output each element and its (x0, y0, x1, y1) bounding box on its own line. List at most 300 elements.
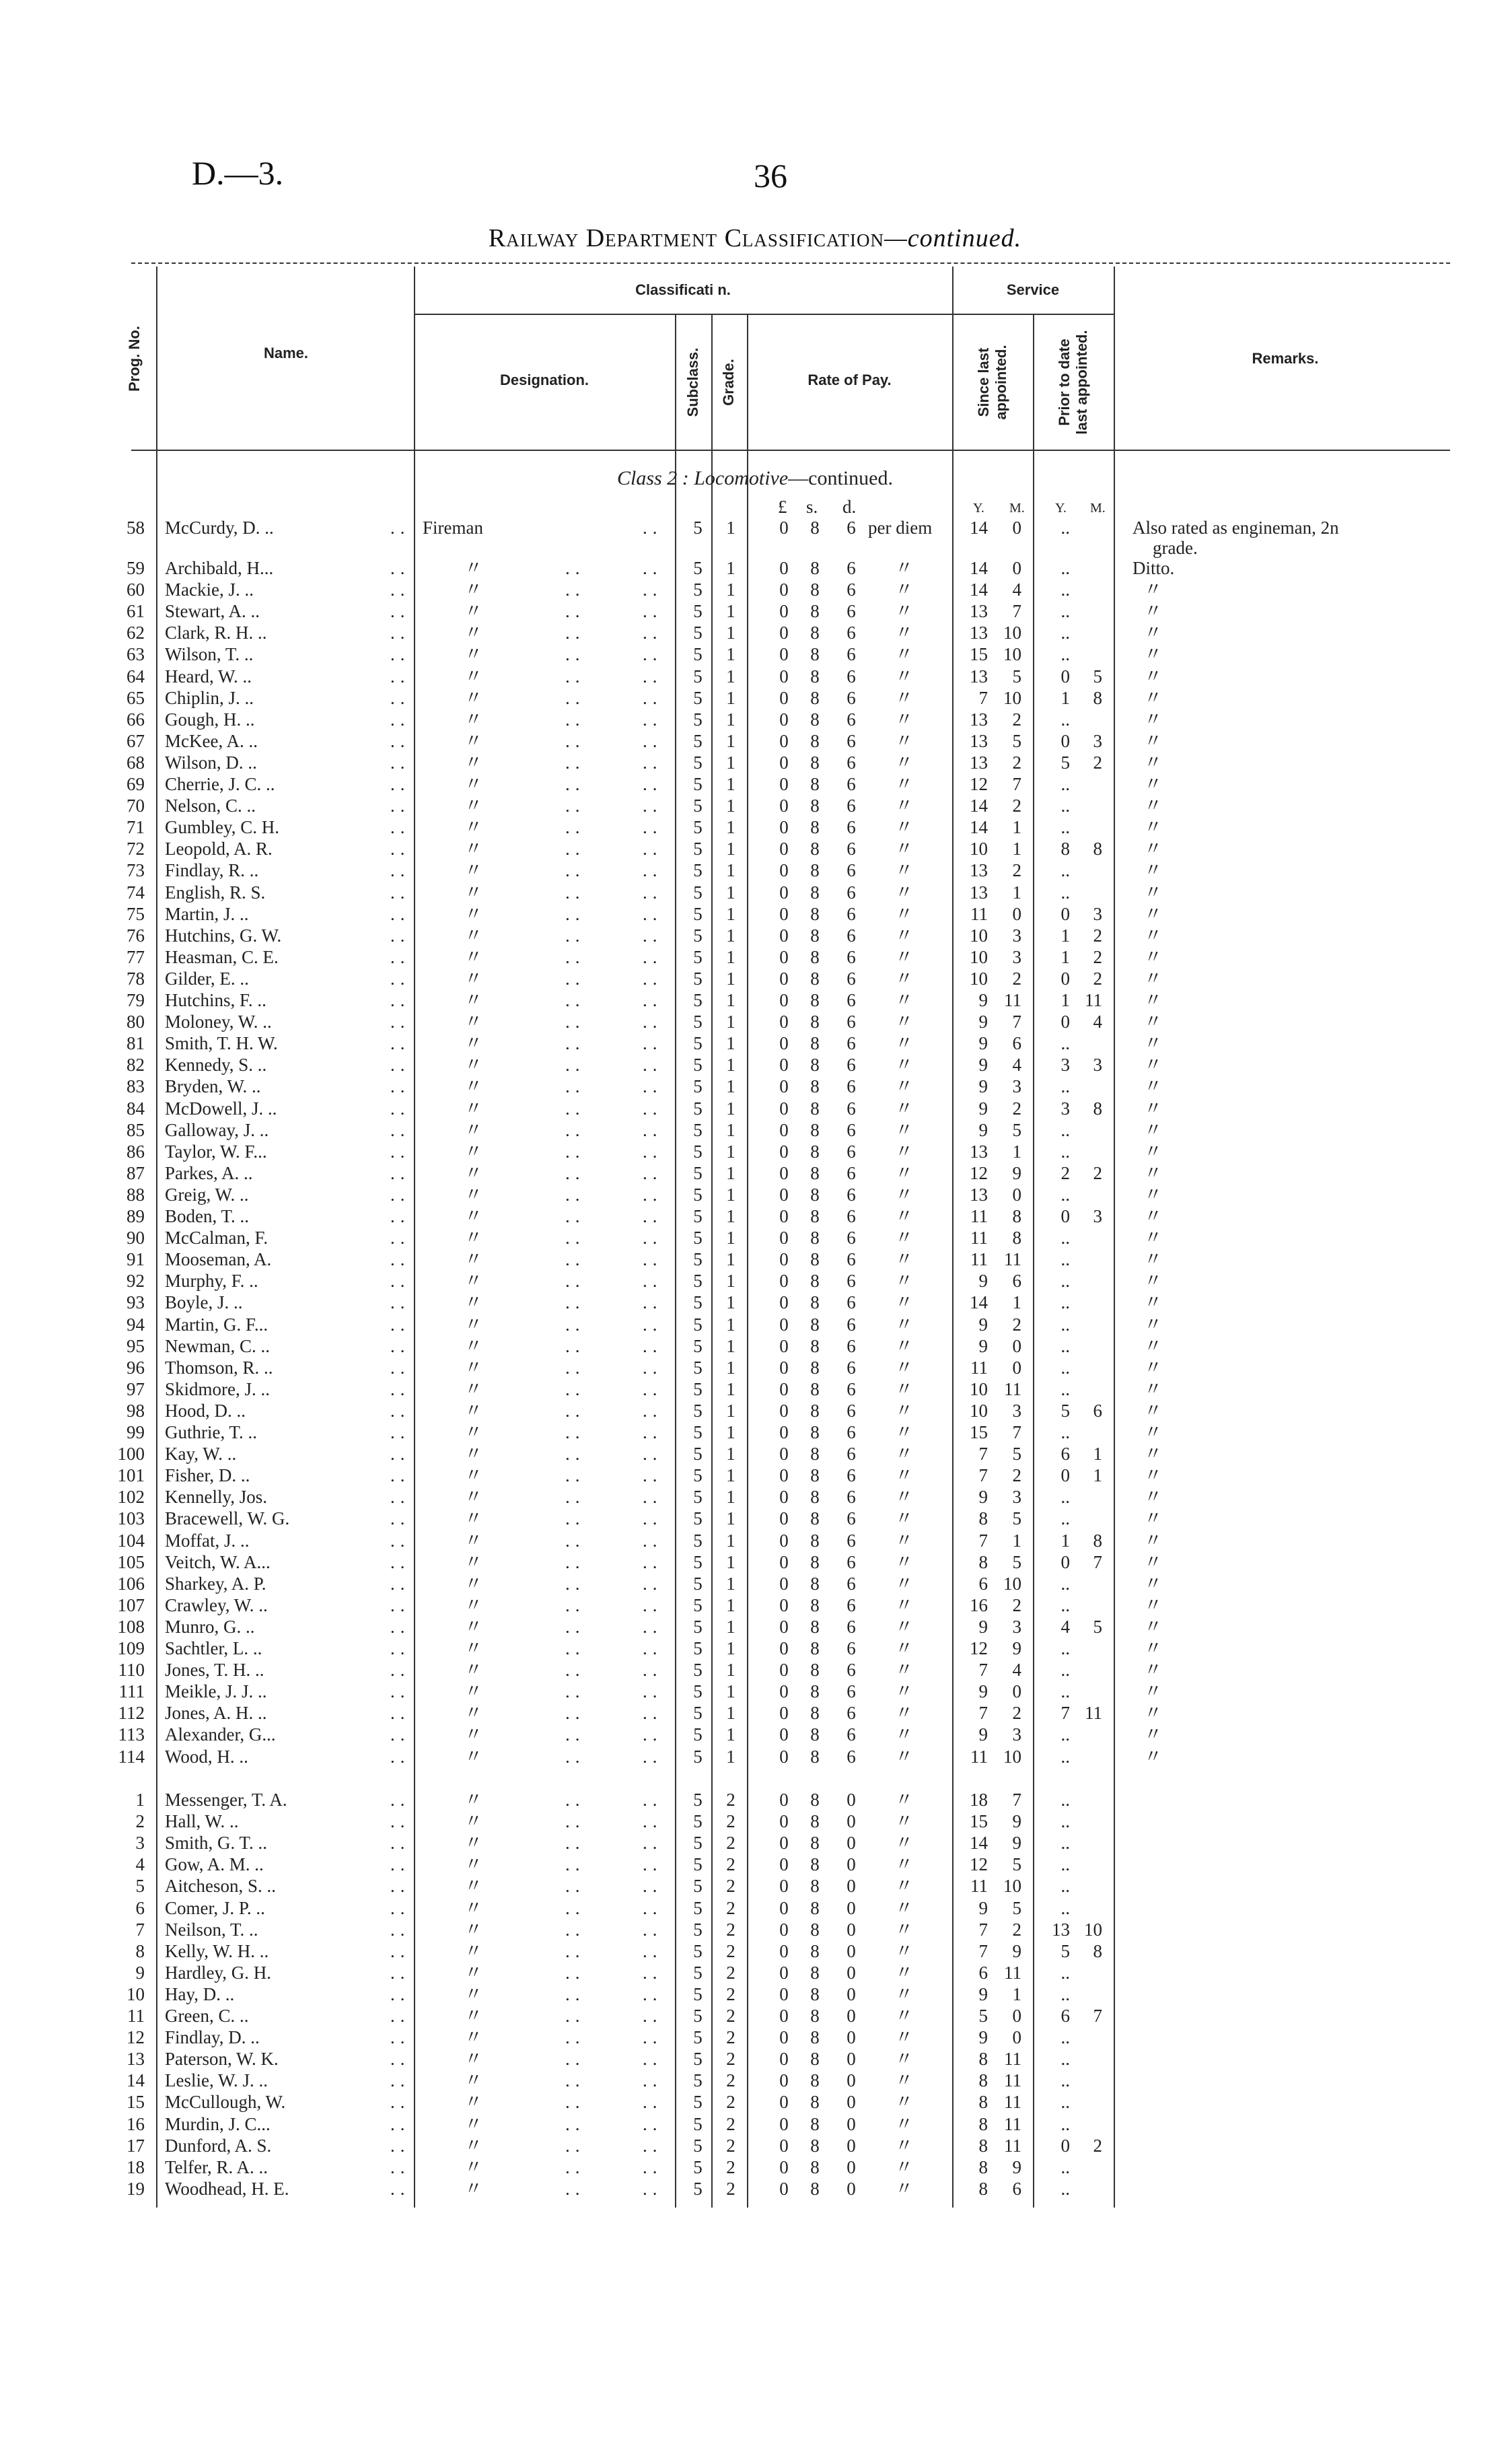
pay-pounds: 0 (779, 601, 789, 622)
since-years: 11 (970, 1357, 988, 1378)
since-years: 14 (970, 1292, 988, 1313)
leader-dots: .. (390, 2070, 410, 2091)
leader-dots: .. (565, 1206, 585, 1226)
employee-name: Gumbley, C. H. (165, 817, 279, 838)
designation-ditto: 〃 (464, 644, 482, 665)
table-row (0, 2178, 1510, 2199)
remarks-ditto: 〃 (1144, 1206, 1162, 1226)
subclass: 5 (693, 644, 703, 665)
leader-dots: .. (565, 903, 585, 924)
prior-years: .. (1060, 774, 1070, 794)
pay-ditto: 〃 (895, 687, 913, 708)
remarks-ditto: 〃 (1144, 1141, 1162, 1162)
leader-dots: .. (565, 1314, 585, 1335)
remarks-ditto: 〃 (1144, 1228, 1162, 1248)
leader-dots: .. (390, 1487, 410, 1508)
employee-name: Guthrie, T. .. (165, 1422, 257, 1442)
remarks-ditto: 〃 (1144, 1184, 1162, 1205)
table-row (0, 643, 1510, 665)
leader-dots: .. (390, 860, 410, 881)
designation-ditto: 〃 (464, 1876, 482, 1897)
pay-shillings: 8 (810, 1876, 820, 1897)
prior-months: 2 (1093, 1162, 1102, 1183)
pay-pounds: 0 (779, 968, 789, 989)
leader-dots: .. (565, 623, 585, 643)
pay-shillings: 8 (810, 1249, 820, 1270)
pay-pence: 6 (847, 1228, 856, 1248)
pay-pence: 6 (847, 1681, 856, 1702)
pay-pence: 6 (847, 1724, 856, 1745)
grade: 1 (726, 1184, 735, 1205)
designation-ditto: 〃 (464, 2135, 482, 2156)
since-months: 0 (1012, 1335, 1021, 1356)
prog-number: 97 (127, 1378, 145, 1399)
leader-dots: .. (390, 1983, 410, 2004)
pay-pounds: 0 (779, 623, 789, 643)
remarks-ditto: 〃 (1144, 1551, 1162, 1572)
table-row (0, 1940, 1510, 1962)
pay-ditto: 〃 (895, 2049, 913, 2070)
table-row (0, 1335, 1510, 1357)
pay-ditto: 〃 (895, 2113, 913, 2134)
table-row (0, 1184, 1510, 1205)
pay-shillings: 8 (810, 1357, 820, 1378)
pay-pence: 6 (847, 1033, 856, 1054)
prior-years: .. (1060, 2178, 1070, 2199)
pay-shillings: 8 (810, 1228, 820, 1248)
prior-years: .. (1060, 518, 1070, 538)
pay-pounds: 0 (779, 1508, 789, 1529)
pay-pounds: 0 (779, 1119, 789, 1140)
leader-dots: .. (565, 1573, 585, 1594)
employee-name: Comer, J. P. .. (165, 1897, 265, 1918)
pay-shillings: 8 (810, 1162, 820, 1183)
designation-ditto: 〃 (464, 1098, 482, 1119)
table-row (0, 2027, 1510, 2048)
pay-shillings: 8 (810, 1594, 820, 1615)
pay-shillings: 8 (810, 1724, 820, 1745)
prior-years: .. (1060, 1573, 1070, 1594)
leader-dots: .. (565, 1508, 585, 1529)
grade: 1 (726, 1422, 735, 1442)
prior-months: 2 (1093, 2135, 1102, 2156)
since-months: 2 (1012, 1594, 1021, 1615)
pay-ditto: 〃 (895, 1811, 913, 1832)
designation-ditto: 〃 (464, 1940, 482, 1961)
prior-months: 8 (1093, 1530, 1102, 1551)
employee-name: Thomson, R. .. (165, 1357, 273, 1378)
subclass: 5 (693, 1616, 703, 1637)
subclass: 5 (693, 1400, 703, 1421)
employee-name: Hardley, G. H. (165, 1962, 271, 1983)
since-months: 3 (1012, 925, 1021, 946)
pay-pounds: 0 (779, 1098, 789, 1119)
pay-pounds: 0 (779, 1833, 789, 1854)
leader-dots: .. (565, 774, 585, 794)
pay-pounds: 0 (779, 1746, 789, 1767)
subclass: 5 (693, 1919, 703, 1940)
leader-dots: .. (390, 1335, 410, 1356)
leader-dots: .. (565, 1983, 585, 2004)
prior-months: 3 (1093, 730, 1102, 751)
remarks-ditto: 〃 (1144, 925, 1162, 946)
pay-ditto: 〃 (895, 1076, 913, 1097)
subclass: 5 (693, 1703, 703, 1724)
table-row (0, 816, 1510, 838)
remarks-ditto: 〃 (1144, 1357, 1162, 1378)
prior-years: .. (1060, 1335, 1070, 1356)
remarks-ditto: 〃 (1144, 730, 1162, 751)
since-years: 7 (978, 1444, 988, 1465)
pay-pounds: 0 (779, 1465, 789, 1486)
pay-ditto: 〃 (895, 730, 913, 751)
remarks-ditto-text: Ditto. (1132, 558, 1175, 578)
pay-pounds: 0 (779, 1573, 789, 1594)
prior-months: 5 (1093, 666, 1102, 687)
grade: 2 (726, 2113, 735, 2134)
col-prog-no: Prog. No. (126, 326, 143, 392)
since-months: 8 (1012, 1206, 1021, 1226)
employee-name: Telfer, R. A. .. (165, 2156, 268, 2177)
designation-ditto: 〃 (464, 2006, 482, 2026)
remarks-ditto: 〃 (1144, 687, 1162, 708)
grade: 1 (726, 1746, 735, 1767)
pay-pence: 6 (847, 1206, 856, 1226)
table-row (0, 1011, 1510, 1032)
table-row (0, 989, 1510, 1011)
since-years: 14 (970, 558, 988, 578)
prior-months: 8 (1093, 687, 1102, 708)
leader-dots: .. (565, 817, 585, 838)
subclass: 5 (693, 1184, 703, 1205)
pay-ditto: 〃 (895, 1271, 913, 1292)
leader-dots: .. (643, 1703, 663, 1724)
employee-name: Cherrie, J. C. .. (165, 774, 275, 794)
table-row (0, 730, 1510, 752)
pay-pounds: 0 (779, 817, 789, 838)
designation-ditto: 〃 (464, 1854, 482, 1875)
since-months: 0 (1012, 1184, 1021, 1205)
grade: 2 (726, 1962, 735, 1983)
prior-years: .. (1060, 860, 1070, 881)
pay-ditto: 〃 (895, 1854, 913, 1875)
grade: 1 (726, 1681, 735, 1702)
leader-dots: .. (565, 925, 585, 946)
pay-pence: 6 (847, 1465, 856, 1486)
since-years: 8 (978, 2178, 988, 2199)
prior-months: 3 (1093, 903, 1102, 924)
designation-ditto: 〃 (464, 1012, 482, 1032)
grade: 1 (726, 1444, 735, 1465)
prior-years: .. (1060, 1228, 1070, 1248)
table-row (0, 1573, 1510, 1594)
leader-dots: .. (565, 1076, 585, 1097)
employee-name: Messenger, T. A. (165, 1790, 287, 1810)
leader-dots: .. (390, 1660, 410, 1681)
leader-dots: .. (643, 2092, 663, 2113)
pay-ditto: 〃 (895, 1162, 913, 1183)
pay-ditto: 〃 (895, 1681, 913, 1702)
grade: 1 (726, 1660, 735, 1681)
pay-pence: 0 (847, 1940, 856, 1961)
designation-ditto: 〃 (464, 1811, 482, 1832)
grade: 2 (726, 1790, 735, 1810)
pay-pence: 6 (847, 666, 856, 687)
pay-pounds: 0 (779, 839, 789, 859)
designation-ditto: 〃 (464, 2178, 482, 2199)
pay-pounds: 0 (779, 2049, 789, 2070)
since-months: 11 (1004, 2049, 1021, 2070)
grade: 2 (726, 2092, 735, 2113)
remarks-ditto: 〃 (1144, 1594, 1162, 1615)
since-months: 1 (1012, 1983, 1021, 2004)
pay-shillings: 8 (810, 1487, 820, 1508)
leader-dots: .. (643, 990, 663, 1010)
table-row (0, 925, 1510, 946)
prog-number: 18 (127, 2156, 145, 2177)
pay-ditto: 〃 (895, 558, 913, 578)
remarks-ditto: 〃 (1144, 1378, 1162, 1399)
employee-name: Taylor, W. F... (165, 1141, 267, 1162)
since-years: 7 (978, 687, 988, 708)
leader-dots: .. (565, 2070, 585, 2091)
leader-dots: .. (643, 1897, 663, 1918)
prior-years: 0 (1060, 1465, 1070, 1486)
pay-pence: 6 (847, 1292, 856, 1313)
table-row (0, 2091, 1510, 2113)
pay-ditto: 〃 (895, 601, 913, 622)
remarks-ditto: 〃 (1144, 968, 1162, 989)
leader-dots: .. (643, 1983, 663, 2004)
pay-pence: 6 (847, 1271, 856, 1292)
remarks-ditto: 〃 (1144, 1746, 1162, 1767)
pay-shillings: 8 (810, 1378, 820, 1399)
leader-dots: .. (390, 968, 410, 989)
prior-years: 2 (1060, 1162, 1070, 1183)
grade: 1 (726, 1616, 735, 1637)
grade: 1 (726, 990, 735, 1010)
since-years: 5 (978, 2006, 988, 2026)
grade: 2 (726, 2156, 735, 2177)
leader-dots: .. (390, 1076, 410, 1097)
pay-shillings: 8 (810, 1811, 820, 1832)
pay-ditto: 〃 (895, 1594, 913, 1615)
subclass: 5 (693, 2092, 703, 2113)
prior-years: 7 (1060, 1703, 1070, 1724)
pay-ditto: 〃 (895, 1465, 913, 1486)
prior-months: 8 (1093, 1940, 1102, 1961)
pay-shillings: 8 (810, 1551, 820, 1572)
pay-ditto: 〃 (895, 817, 913, 838)
since-years: 9 (978, 1335, 988, 1356)
prior-years: 0 (1060, 1206, 1070, 1226)
since-months: 0 (1012, 2006, 1021, 2026)
subclass: 5 (693, 2006, 703, 2026)
since-months: 4 (1012, 579, 1021, 600)
since-years: 9 (978, 1616, 988, 1637)
pay-ditto: 〃 (895, 1400, 913, 1421)
remarks-ditto: 〃 (1144, 946, 1162, 967)
pay-pence: 6 (847, 623, 856, 643)
prog-number: 74 (127, 882, 145, 903)
remarks-ditto: 〃 (1144, 796, 1162, 816)
subclass: 5 (693, 579, 703, 600)
pay-shillings: 8 (810, 2113, 820, 2134)
leader-dots: .. (643, 518, 663, 538)
prog-number: 94 (127, 1314, 145, 1335)
grade: 1 (726, 925, 735, 946)
pay-pounds: 0 (779, 579, 789, 600)
pay-pounds: 0 (779, 946, 789, 967)
pay-pence: 6 (847, 579, 856, 600)
since-years: 11 (970, 1249, 988, 1270)
prior-years: .. (1060, 1790, 1070, 1810)
pay-pence: 6 (847, 796, 856, 816)
employee-name: Kennelly, Jos. (165, 1487, 267, 1508)
since-years: 18 (970, 1790, 988, 1810)
pay-shillings: 8 (810, 1833, 820, 1854)
prior-months: 11 (1085, 990, 1102, 1010)
employee-name: Leslie, W. J. .. (165, 2070, 268, 2091)
pay-pence: 6 (847, 1012, 856, 1032)
leader-dots: .. (565, 752, 585, 773)
leader-dots: .. (390, 623, 410, 643)
subclass: 5 (693, 1573, 703, 1594)
remarks-ditto: 〃 (1144, 1487, 1162, 1508)
designation-ditto: 〃 (464, 1206, 482, 1226)
remarks-ditto: 〃 (1144, 752, 1162, 773)
prior-years: .. (1060, 2156, 1070, 2177)
leader-dots: .. (643, 2135, 663, 2156)
pay-shillings: 8 (810, 1033, 820, 1054)
leader-dots: .. (643, 1660, 663, 1681)
since-years: 11 (970, 1228, 988, 1248)
since-months: 2 (1012, 1465, 1021, 1486)
leader-dots: .. (643, 1400, 663, 1421)
pay-shillings: 8 (810, 644, 820, 665)
leader-dots: .. (565, 1249, 585, 1270)
remarks-ditto: 〃 (1144, 709, 1162, 730)
pay-ditto: 〃 (895, 2135, 913, 2156)
prior-years: 5 (1060, 1400, 1070, 1421)
pay-shillings: 8 (810, 990, 820, 1010)
prog-number: 5 (135, 1876, 145, 1897)
leader-dots: .. (565, 2156, 585, 2177)
pay-pence: 6 (847, 1444, 856, 1465)
table-row (0, 1616, 1510, 1638)
prior-years: .. (1060, 1314, 1070, 1335)
prior-years: 4 (1060, 1616, 1070, 1637)
prog-number: 68 (127, 752, 145, 773)
designation-ditto: 〃 (464, 601, 482, 622)
leader-dots: .. (643, 1314, 663, 1335)
pay-ditto: 〃 (895, 1790, 913, 1810)
pay-pounds: 0 (779, 925, 789, 946)
leader-dots: .. (643, 558, 663, 578)
leader-dots: .. (643, 1962, 663, 1983)
subclass: 5 (693, 860, 703, 881)
pay-ditto: 〃 (895, 1228, 913, 1248)
prior-years: 1 (1060, 946, 1070, 967)
leader-dots: .. (390, 730, 410, 751)
prog-number: 7 (135, 1919, 145, 1940)
since-months: 9 (1012, 1638, 1021, 1658)
pay-shillings: 8 (810, 666, 820, 687)
leader-dots: .. (643, 1033, 663, 1054)
pay-pounds: 0 (779, 1055, 789, 1076)
grade: 1 (726, 1228, 735, 1248)
col-rate-of-pay: Rate of Pay. (807, 372, 892, 388)
designation-ditto: 〃 (464, 687, 482, 708)
pay-shillings: 8 (810, 796, 820, 816)
leader-dots: .. (390, 1033, 410, 1054)
leader-dots: .. (390, 601, 410, 622)
employee-name: Clark, R. H. .. (165, 623, 267, 643)
leader-dots: .. (390, 2006, 410, 2026)
prior-years: 13 (1052, 1919, 1070, 1940)
since-months: 3 (1012, 1400, 1021, 1421)
prog-number: 1 (135, 1790, 145, 1810)
table-row (0, 1357, 1510, 1378)
since-months: 7 (1012, 774, 1021, 794)
leader-dots: .. (643, 903, 663, 924)
remarks-text-cont: grade. (1153, 538, 1198, 558)
pay-pounds: 0 (779, 2156, 789, 2177)
prior-years: .. (1060, 1854, 1070, 1875)
pay-ditto: 〃 (895, 1055, 913, 1076)
leader-dots: .. (565, 1141, 585, 1162)
leader-dots: .. (643, 1487, 663, 1508)
grade: 2 (726, 2178, 735, 2199)
since-years: 8 (978, 2135, 988, 2156)
leader-dots: .. (565, 882, 585, 903)
since-years: 14 (970, 796, 988, 816)
since-months: 0 (1012, 2027, 1021, 2048)
leader-dots: .. (565, 1292, 585, 1313)
prog-number: 92 (127, 1271, 145, 1292)
pay-pounds: 0 (779, 1335, 789, 1356)
designation-ditto: 〃 (464, 1076, 482, 1097)
classification-subrule (414, 314, 952, 315)
since-months: 11 (1004, 2092, 1021, 2113)
prog-number: 111 (118, 1681, 145, 1702)
table-row (0, 946, 1510, 968)
pay-pence: 6 (847, 1378, 856, 1399)
designation-ditto: 〃 (464, 1249, 482, 1270)
since-months: 6 (1012, 1271, 1021, 1292)
leader-dots: .. (565, 1876, 585, 1897)
designation-ditto: 〃 (464, 1465, 482, 1486)
remarks-ditto: 〃 (1144, 1422, 1162, 1442)
leader-dots: .. (565, 1033, 585, 1054)
pay-pounds: 0 (779, 1876, 789, 1897)
prog-number: 99 (127, 1422, 145, 1442)
since-years: 13 (970, 1141, 988, 1162)
prior-months: 7 (1093, 2006, 1102, 2026)
grade: 1 (726, 968, 735, 989)
designation-ditto: 〃 (464, 1790, 482, 1810)
employee-name: Findlay, R. .. (165, 860, 259, 881)
leader-dots: .. (390, 1055, 410, 1076)
prior-years: .. (1060, 1249, 1070, 1270)
pay-shillings: 8 (810, 1573, 820, 1594)
pay-pence: 0 (847, 2049, 856, 2070)
pay-pence: 6 (847, 1162, 856, 1183)
prog-number: 84 (127, 1098, 145, 1119)
prior-months: 2 (1093, 925, 1102, 946)
pay-ditto: 〃 (895, 882, 913, 903)
pay-pence: 0 (847, 2113, 856, 2134)
